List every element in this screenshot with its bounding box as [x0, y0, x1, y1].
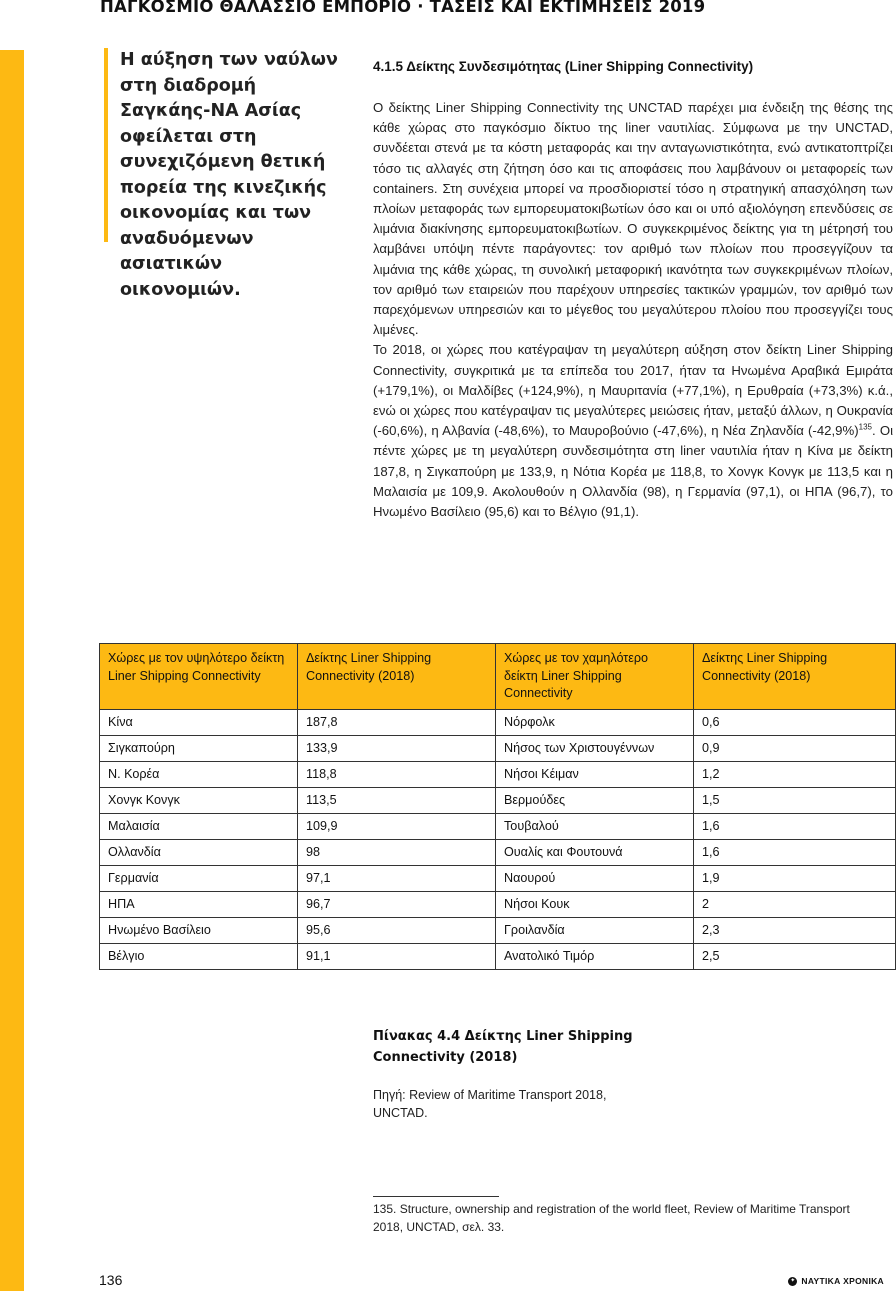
cell-highest-country: Ολλανδία — [100, 839, 298, 865]
paragraph-1: Ο δείκτης Liner Shipping Connectivity της UNCTAD παρέχει μια ένδειξη της θέσης της κάθε χώρας στο παγκόσμιο δίκτυο της liner ναυτιλίας. Σύμφωνα με την UNCTAD, συνδέεται στενά με τα κόστη μεταφοράς και την ανταγωνιστικότητα, ενώ αντικατοπτρίζει τόσο τις αλλαγές στη ζήτηση όσο και τις αποφάσεις που λαμβάνουν οι μεταφορείς των containers. Στη συνέχεια μπορεί να προσδιοριστεί τόσο η στρατηγική απασχόληση των πλοίων μεταφοράς των εμπορευματοκιβωτίων όσο και οι υπό αξιολόγηση επενδύσεις σε λιμάνια διακίνησης εμπορευματοκιβωτίων. Ο συγκεκριμένος δείκτης για τη μέτρησή του λαμβάνει υπόψη πέντε παράγοντες: τον αριθμό των πλοίων που προσεγγίζουν τα λιμάνια της κάθε χώρας, τη συνολική μεταφορική ικανότητα των συγκεκριμένων πλοίων, τον αριθμό των εταιρειών που παρέχουν υπηρεσίες τακτικών γραμμών, τον αριθμό των παρεχόμενων υπηρεσιών και το μέγεθος του μεγαλύτερου πλοίου που προσεγγίζει τους λιμένες. — [373, 100, 893, 338]
cell-lowest-country: Ναουρού — [496, 865, 694, 891]
cell-lowest-index: 0,6 — [694, 709, 896, 735]
cell-lowest-country: Γροιλανδία — [496, 917, 694, 943]
body-text — [373, 98, 893, 522]
cell-lowest-index: 1,9 — [694, 865, 896, 891]
cell-lowest-country: Τουβαλού — [496, 813, 694, 839]
cell-highest-country: Μαλαισία — [100, 813, 298, 839]
header-highest-countries: Χώρες με τον υψηλότερο δείκτη Liner Shipping Connectivity — [100, 644, 298, 710]
cell-highest-index: 187,8 — [298, 709, 496, 735]
cell-highest-country: Σιγκαπούρη — [100, 735, 298, 761]
paragraph-2 — [373, 340, 893, 522]
cell-highest-index: 96,7 — [298, 891, 496, 917]
page-number: 136 — [99, 1272, 123, 1288]
header-highest-index: Δείκτης Liner Shipping Connectivity (2018) — [298, 644, 496, 710]
cell-lowest-country: Ανατολικό Τιμόρ — [496, 943, 694, 969]
cell-lowest-index: 1,6 — [694, 813, 896, 839]
cell-lowest-index: 0,9 — [694, 735, 896, 761]
table-row — [100, 865, 896, 891]
footnote-divider — [373, 1196, 499, 1197]
cell-lowest-index: 1,2 — [694, 761, 896, 787]
cell-highest-index: 109,9 — [298, 813, 496, 839]
cell-highest-country: Ηνωμένο Βασίλειο — [100, 917, 298, 943]
footnote: 135. Structure, ownership and registration of the world fleet, Review of Maritime Transport 2018, UNCTAD, σελ. 33. — [373, 1202, 850, 1234]
header-lowest-index: Δείκτης Liner Shipping Connectivity (2018) — [694, 644, 896, 710]
cell-highest-index: 118,8 — [298, 761, 496, 787]
cell-highest-country: Γερμανία — [100, 865, 298, 891]
cell-highest-country: ΗΠΑ — [100, 891, 298, 917]
cell-highest-index: 133,9 — [298, 735, 496, 761]
cell-highest-index: 113,5 — [298, 787, 496, 813]
pull-quote: Η αύξηση των ναύλων στη διαδρομή Σαγκάης-ΝΑ Ασίας οφείλεται στη συνεχιζόμενη θετική πορεία της κινεζικής οικονομίας και των αναδυόμενων ασιατικών οικονομιών. — [104, 48, 348, 242]
cell-highest-country: Ν. Κορέα — [100, 761, 298, 787]
header-lowest-countries: Χώρες με τον χαμηλότερο δείκτη Liner Shipping Connectivity — [496, 644, 694, 710]
cell-lowest-index: 2,5 — [694, 943, 896, 969]
cell-highest-index: 91,1 — [298, 943, 496, 969]
table-header-row — [100, 644, 896, 710]
cell-highest-index: 95,6 — [298, 917, 496, 943]
cell-highest-index: 98 — [298, 839, 496, 865]
cell-highest-country: Χονγκ Κονγκ — [100, 787, 298, 813]
table-caption: Πίνακας 4.4 Δείκτης Liner Shipping Connectivity (2018) — [373, 1029, 633, 1065]
table-row — [100, 891, 896, 917]
connectivity-table — [99, 643, 896, 970]
cell-lowest-index: 1,6 — [694, 839, 896, 865]
compass-logo-icon: ✦ — [790, 1277, 796, 1284]
publisher-mark — [788, 1276, 884, 1286]
table-source: Πηγή: Review of Maritime Transport 2018, UNCTAD. — [373, 1088, 607, 1120]
footnote-ref[interactable]: 135 — [858, 422, 872, 432]
cell-highest-index: 97,1 — [298, 865, 496, 891]
table-row — [100, 761, 896, 787]
section-heading: 4.1.5 Δείκτης Συνδεσιμότητας (Liner Shipping Connectivity) — [373, 59, 754, 74]
cell-highest-country: Κίνα — [100, 709, 298, 735]
cell-lowest-country: Ουαλίς και Φουτουνά — [496, 839, 694, 865]
publisher-name: ΝΑΥΤΙΚΑ ΧΡΟΝΙΚΑ — [801, 1276, 884, 1286]
paragraph-2-part-b: . Οι πέντε χώρες με τη μεγαλύτερη συνδεσιμότητα στη liner ναυτιλία ήταν η Κίνα με δείκτη 187,8, η Σιγκαπούρη με 133,9, η Νότια Κορέα με 118,8, το Χονγκ Κονγκ με 113,5 και η Μαλαισία με 109,9. Ακολουθούν η Ολλανδία (98), η Γερμανία (97,1), οι ΗΠΑ (96,7), το Ηνωμένο Βασίλειο (95,6) και το Βέλγιο (91,1). — [373, 423, 894, 520]
table-row — [100, 813, 896, 839]
cell-lowest-index: 1,5 — [694, 787, 896, 813]
cell-lowest-index: 2 — [694, 891, 896, 917]
table-row — [100, 917, 896, 943]
cell-lowest-country: Νήσοι Κουκ — [496, 891, 694, 917]
paragraph-2-part-a: Το 2018, οι χώρες που κατέγραψαν τη μεγαλύτερη αύξηση στον δείκτη Liner Shipping Connectivity, συγκριτικά με τα επίπεδα του 2017, ήταν τα Ηνωμένα Αραβικά Εμιράτα (+179,1%), οι Μαλδίβες (+124,9%), η Μαυριτανία (+77,1%), η Ερυθραία (+73,3%) κ.ά., ενώ οι χώρες που κατέγραψαν τις μεγαλύτερες μειώσεις ήταν, μεταξύ άλλων, η Ουκρανία (-60,6%), η Αλβανία (-48,6%), το Μαυροβούνιο (-47,6%), η Νέα Ζηλανδία (-42,9%) — [373, 342, 893, 439]
table-row — [100, 735, 896, 761]
cell-lowest-country: Νόρφολκ — [496, 709, 694, 735]
table-row — [100, 839, 896, 865]
accent-side-bar — [0, 50, 24, 1291]
table-row — [100, 709, 896, 735]
cell-lowest-country: Νήσοι Κέιμαν — [496, 761, 694, 787]
table-row — [100, 787, 896, 813]
cell-highest-country: Βέλγιο — [100, 943, 298, 969]
cell-lowest-country: Βερμούδες — [496, 787, 694, 813]
running-header: ΠΑΓΚΟΣΜΙΟ ΘΑΛΑΣΣΙΟ ΕΜΠΟΡΙΟ · ΤΑΣΕΙΣ ΚΑΙ ΕΚΤΙΜΗΣΕΙΣ 2019 — [100, 0, 706, 16]
table-row — [100, 943, 896, 969]
cell-lowest-country: Νήσος των Χριστουγέννων — [496, 735, 694, 761]
cell-lowest-index: 2,3 — [694, 917, 896, 943]
